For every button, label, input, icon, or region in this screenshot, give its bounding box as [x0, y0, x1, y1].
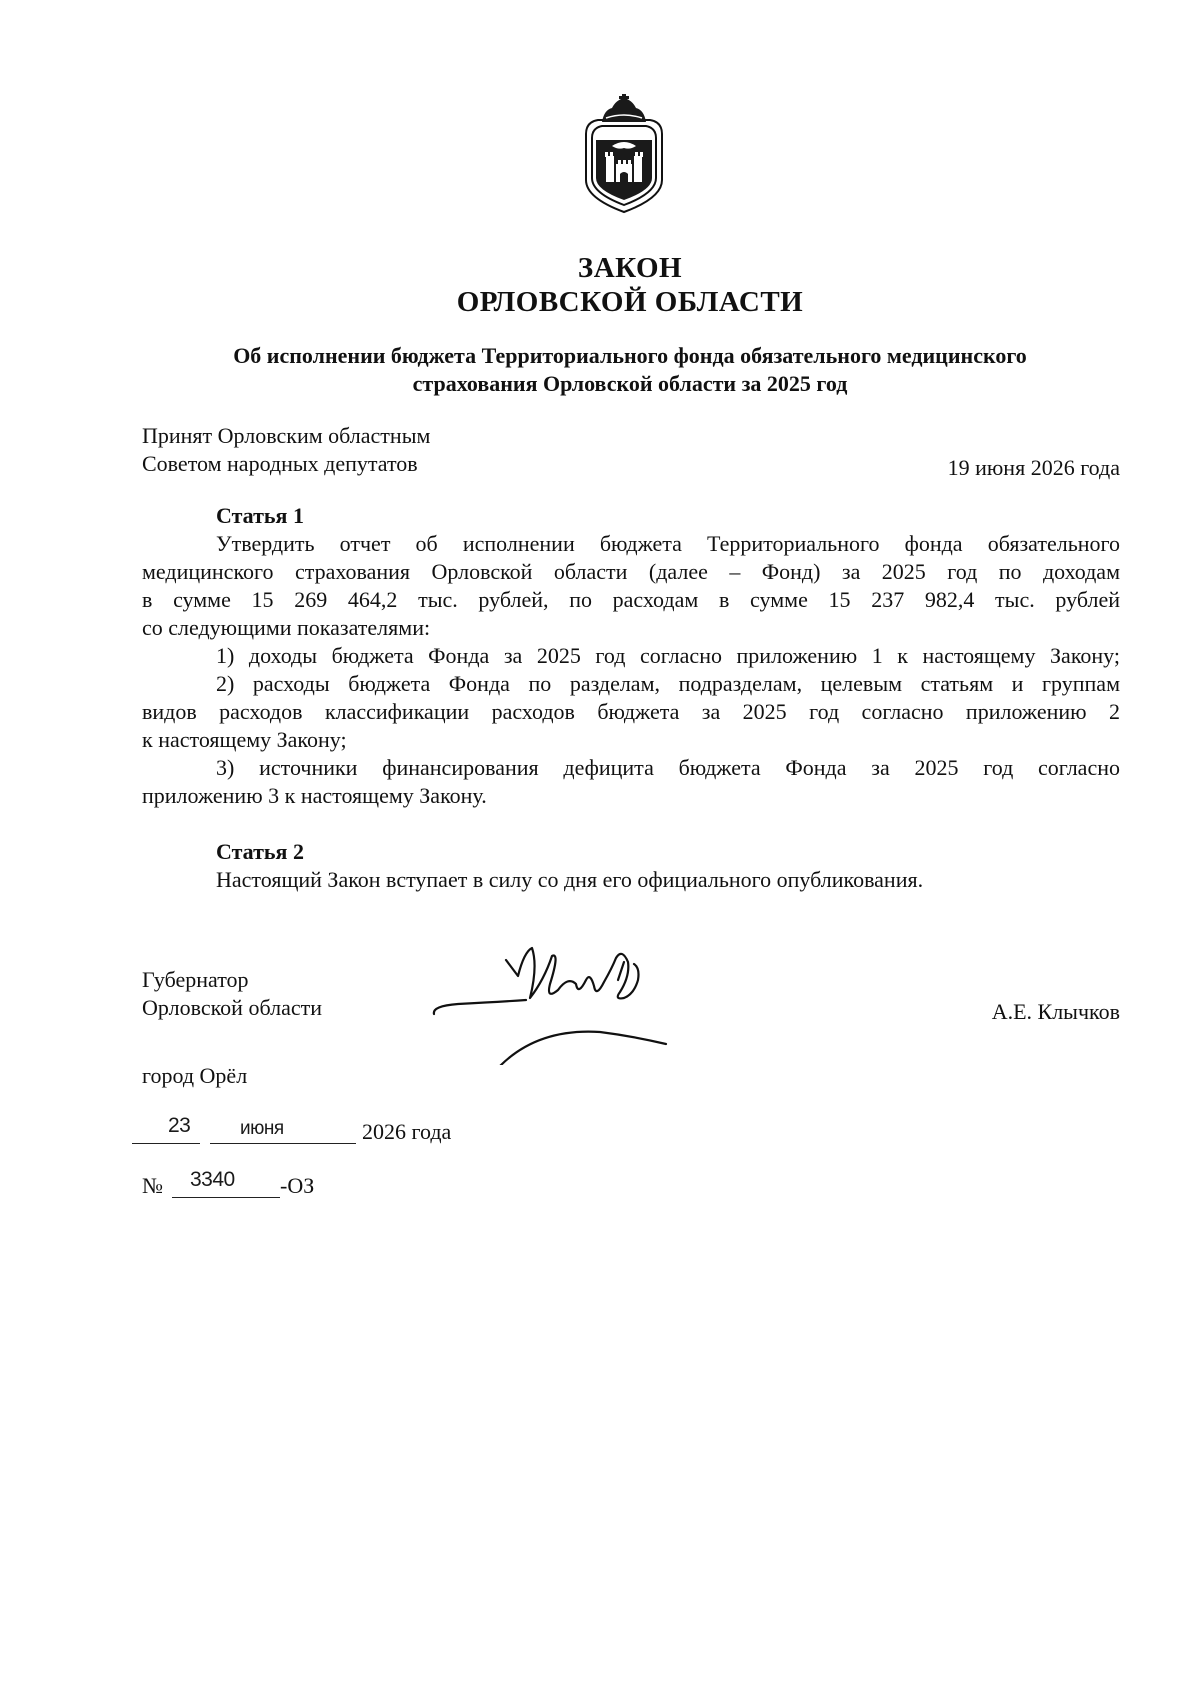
signing-year: 2026 года [362, 1119, 452, 1144]
article2-heading: Статья 2 [216, 839, 304, 864]
law-number-suffix: -ОЗ [280, 1173, 315, 1198]
signatory-position-line2: Орловской области [142, 995, 322, 1020]
signatory-name: А.Е. Клычков [991, 999, 1120, 1024]
article1-item3-line2: приложению 3 к настоящему Закону. [142, 783, 487, 808]
article1-item1: 1) доходы бюджета Фонда за 2025 год согласно приложению 1 к настоящему Закону; [216, 643, 1120, 668]
document-title-line2: ОРЛОВСКОЙ ОБЛАСТИ [456, 286, 804, 318]
day-underline [132, 1143, 200, 1144]
article1-text-line3: в сумме 15 269 464,2 тыс. рублей, по расходам в сумме 15 237 982,4 тыс. рублей [142, 587, 1120, 612]
article2-text: Настоящий Закон вступает в силу со дня его официального опубликования. [216, 867, 924, 892]
article1-text-line2: медицинского страхования Орловской области (далее – Фонд) за 2025 год по доходам [142, 559, 1120, 584]
article1-text-line4: со следующими показателями: [142, 615, 431, 640]
article1-text-line1: Утвердить отчет об исполнении бюджета Территориального фонда обязательного [216, 531, 1120, 556]
adoption-line2: Советом народных депутатов [142, 451, 418, 476]
month-underline [210, 1143, 356, 1144]
article1-item3-line1: 3) источники финансирования дефицита бюджета Фонда за 2025 год согласно [216, 755, 1120, 780]
document-title-line1: ЗАКОН [577, 252, 683, 284]
law-number-prefix: № [142, 1173, 163, 1198]
article1-item2-line1: 2) расходы бюджета Фонда по разделам, подразделам, целевым статьям и группам [216, 671, 1120, 696]
number-underline [172, 1197, 280, 1198]
coat-of-arms-emblem [576, 94, 672, 216]
article1-item2-line2: видов расходов классификации расходов бюджета за 2025 год согласно приложению 2 [142, 699, 1120, 724]
document-subtitle-line2: страхования Орловской области за 2025 год [412, 371, 848, 396]
document-subtitle-line1: Об исполнении бюджета Территориального фонда обязательного медицинского [233, 343, 1027, 368]
signing-day: 23 [168, 1114, 191, 1137]
article1-heading: Статья 1 [216, 503, 304, 528]
adoption-line1: Принят Орловским областным [142, 423, 431, 448]
article1-item2-line3: к настоящему Закону; [142, 727, 347, 752]
signing-month: июня [240, 1118, 284, 1139]
handwritten-signature [428, 940, 678, 1065]
law-number: 3340 [190, 1168, 235, 1191]
adoption-date: 19 июня 2026 года [947, 455, 1120, 480]
signatory-position-line1: Губернатор [142, 967, 249, 992]
city-of-signing: город Орёл [142, 1063, 248, 1088]
